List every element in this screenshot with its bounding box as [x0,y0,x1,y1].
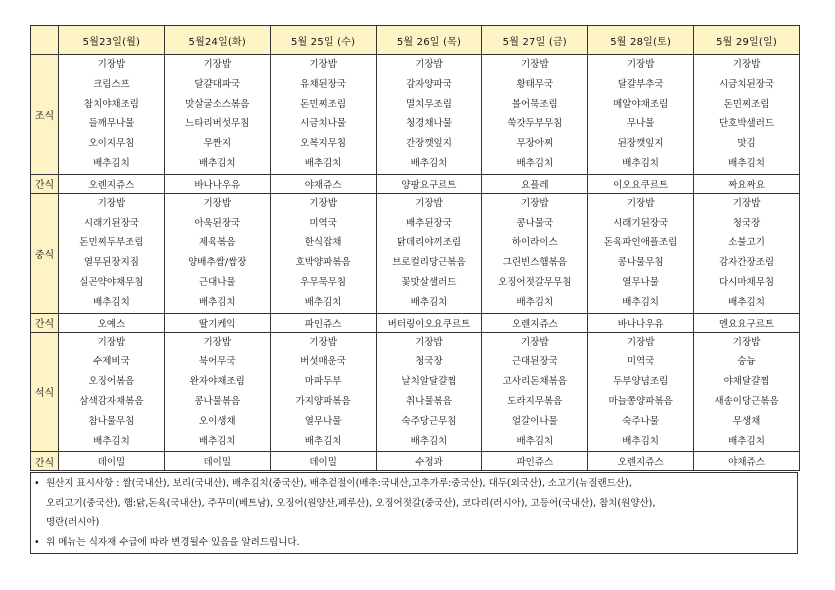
dish-item: 단호박샐러드 [719,118,775,130]
dish-item: 달걀부추국 [617,78,664,90]
dish-item: 오이생채 [198,415,236,427]
dish-item: 근대나물 [198,276,236,288]
snack-cell: 파인쥬스 [482,452,588,471]
dish-item: 청국장 [415,356,443,368]
dish-item: 배추김치 [516,157,554,169]
dish-item: 시금치된장국 [719,78,775,90]
meal-label-snack: 간식 [31,452,59,471]
dish-item: 황태무국 [516,78,554,90]
meal-label-lunch: 중식 [31,193,59,313]
dish-item: 기장밥 [415,59,443,70]
snack-row-1 [31,174,800,193]
dish-item: 된장깻잎지 [617,138,664,150]
dish-item: 콩나물국 [516,217,554,229]
dish-item: 수제비국 [93,356,130,368]
snack-cell: 오렌지쥬스 [482,313,588,332]
dish-item: 근대된장국 [511,356,558,368]
dinner-row [31,332,800,452]
dish-item: 배추김치 [622,157,659,169]
dish-item: 제육볶음 [198,237,236,249]
dish-item: 새송이당근볶음 [714,395,779,407]
snack-cell: 수정과 [376,452,482,471]
snack-cell: 파인쥬스 [270,313,376,332]
dish-item: 돈육파인애플조림 [603,237,678,249]
dish-item: 마파두부 [304,376,342,388]
change-notice-text: 위 메뉴는 식자재 수급에 따라 변경될수 있음을 알려드립니다. [46,536,300,548]
origin-note-line [34,494,797,514]
snack-cell: 데이밀 [59,452,165,471]
dish-item: 감자양파국 [406,78,452,90]
day-header: 5월 26일 (목) [376,26,482,55]
lunch-cell [588,193,694,313]
dish-item: 청경채나물 [406,118,452,130]
dish-item: 기장밥 [415,197,443,209]
meal-label-dinner: 석식 [31,332,59,452]
dish-item: 콩나물무침 [617,257,664,269]
dish-item: 오복지무침 [300,138,347,150]
dish-item: 배추김치 [93,157,130,169]
header-row [31,26,800,55]
breakfast-row [31,55,800,175]
dish-item: 얼갈이나물 [511,415,558,427]
breakfast-cell [59,55,165,175]
lunch-cell [164,193,270,313]
dish-item: 숙주나물 [622,415,659,427]
dish-item: 배추김치 [516,296,554,308]
bullet-icon: • [34,478,40,489]
dish-item: 우무묵무침 [300,276,347,288]
day-header: 5월24일(화) [164,26,270,55]
dish-item: 배추김치 [93,296,130,308]
dish-item: 다시마채무침 [719,276,775,288]
dinner-cell [588,332,694,452]
dish-item: 기장밥 [626,336,655,348]
dish-item: 기장밥 [521,59,549,70]
dish-item: 배추김치 [410,296,448,308]
dish-item: 도라지무볶음 [507,395,563,407]
dish-item: 기장밥 [309,336,337,348]
dish-item: 기장밥 [203,336,232,348]
dish-item: 오이지무침 [88,138,135,150]
dish-item: 느타리버섯무침 [185,118,250,130]
snack-cell: 데이밀 [164,452,270,471]
dish-item: 배추김치 [198,296,236,308]
dish-item: 숭늉 [737,356,756,368]
origin-text-2: 오리고기(중국산), 햄:닭,돈육(국내산), 주꾸미(베트남), 오징어(원양산,페루산), 오징어젓갈(중국산), 코다리(러시아), 고등어(국내산), 참치(원양산), [46,497,656,509]
dish-item: 감자간장조림 [719,257,775,269]
dish-item: 배추김치 [93,435,130,447]
dish-item: 가지양파볶음 [295,395,351,407]
dish-item: 쑥갓두부무침 [507,118,563,130]
dish-item: 배추김치 [198,157,236,169]
dish-item: 기장밥 [415,336,443,348]
dish-item: 콩나물볶음 [194,395,241,407]
dish-item: 유채된장국 [300,78,347,90]
dish-item: 배추김치 [304,157,342,169]
dish-item: 돈민찌조림 [300,98,347,110]
dish-item: 기장밥 [521,336,549,348]
dish-item: 기장밥 [732,59,761,70]
dish-item: 배추김치 [728,157,765,169]
day-header: 5월 25일 (수) [270,26,376,55]
snack-cell: 오예스 [59,313,165,332]
dish-item: 배추김치 [410,157,448,169]
lunch-cell [270,193,376,313]
dish-item: 배추김치 [304,296,342,308]
dish-item: 날치알달걀찜 [401,376,457,388]
breakfast-cell [270,55,376,175]
lunch-cell [694,193,800,313]
day-header: 5월 29일(일) [694,26,800,55]
dish-item: 버섯매운국 [300,356,347,368]
snack-cell: 엔요요구르트 [694,313,800,332]
dish-item: 기장밥 [97,336,126,348]
snack-row-2 [31,313,800,332]
dish-item: 아욱된장국 [194,217,241,229]
dish-item: 배추김치 [304,435,342,447]
corner-cell [31,26,59,55]
dish-item: 들깨무나물 [88,118,135,130]
dish-item: 맛살굴소스볶음 [185,98,250,110]
dish-item: 오징어젓갈무무침 [498,276,572,288]
dinner-cell [482,332,588,452]
meal-label-breakfast: 조식 [31,55,59,175]
dish-item: 배추김치 [198,435,236,447]
dish-item: 기장밥 [203,59,232,70]
dish-item: 무나물 [626,118,655,130]
dish-item: 숙주당근무침 [401,415,457,427]
dish-item: 청국장 [732,217,761,229]
breakfast-cell [694,55,800,175]
dish-item: 참나물무침 [88,415,135,427]
dish-item: 참치야채조림 [83,98,139,110]
dinner-cell [376,332,482,452]
snack-cell: 이오요쿠르트 [588,174,694,193]
change-note-line [34,533,797,553]
snack-cell: 야채쥬스 [694,452,800,471]
dish-item: 기장밥 [521,197,549,209]
dish-item: 기장밥 [309,197,337,209]
lunch-cell [59,193,165,313]
dinner-cell [694,332,800,452]
dish-item: 열무나물 [622,276,659,288]
snack-cell: 오렌지쥬스 [588,452,694,471]
dish-item: 기장밥 [97,59,126,70]
dish-item: 기장밥 [732,197,761,209]
dish-item: 호박양파볶음 [295,257,351,269]
dish-item: 돈민찌조림 [723,98,770,110]
dish-item: 닭데리야끼조림 [396,237,462,249]
dish-item: 한식잡채 [304,237,342,249]
dish-item: 기장밥 [309,59,337,70]
day-header: 5월 27일 (금) [482,26,588,55]
dish-item: 시래기된장국 [83,217,139,229]
dish-item: 야채달걀찜 [723,376,770,388]
dish-item: 삼색감자채볶음 [79,395,144,407]
dish-item: 기장밥 [732,336,761,348]
dish-item: 배추김치 [622,435,659,447]
snack-row-3 [31,452,800,471]
dish-item: 돈민찌두부조림 [79,237,144,249]
dish-item: 맛김 [737,138,756,150]
dish-item: 배추된장국 [406,217,452,229]
dish-item: 시금치나물 [300,118,347,130]
dish-item: 미역국 [626,356,655,368]
snack-cell: 야채쥬스 [270,174,376,193]
dish-item: 달걀대파국 [194,78,241,90]
snack-cell: 짜요짜요 [694,174,800,193]
dish-item: 배추김치 [410,435,448,447]
dish-item: 그린빈스햄볶음 [502,257,567,269]
dish-item: 멸치무조림 [406,98,452,110]
snack-cell: 딸기케익 [164,313,270,332]
meal-label-snack: 간식 [31,174,59,193]
dinner-cell [270,332,376,452]
snack-cell: 버터링이오요쿠르트 [376,313,482,332]
dish-item: 하이라이스 [511,237,558,249]
dish-item: 기장밥 [626,197,655,209]
dish-item: 미역국 [309,217,337,229]
snack-cell: 양팡요구르트 [376,174,482,193]
dish-item: 배추김치 [516,435,554,447]
breakfast-cell [588,55,694,175]
snack-cell: 데이밀 [270,452,376,471]
breakfast-cell [482,55,588,175]
dish-item: 기장밥 [203,197,232,209]
dish-item: 무장아찌 [516,138,554,150]
dish-item: 북어무국 [198,356,236,368]
origin-text-1: 원산지 표시사항 : 쌀(국내산), 보리(국내산), 배추김치(중국산), 배추겉절이(배추:국내산,고추가루:중국산), 대두(외국산), 소고기(뉴질랜드산), [46,478,632,489]
breakfast-cell [164,55,270,175]
lunch-cell [482,193,588,313]
snack-cell: 오렌지쥬스 [59,174,165,193]
day-header: 5월23일(월) [59,26,165,55]
snack-cell: 바나나우유 [164,174,270,193]
dish-item: 배추김치 [728,435,765,447]
dish-item: 기장밥 [97,197,126,209]
dish-item: 메알야채조림 [613,98,669,110]
weekly-menu-table [30,25,800,471]
dish-item: 배추김치 [622,296,659,308]
origin-note-line [34,474,797,494]
lunch-row [31,193,800,313]
dish-item: 실곤약야채무침 [79,276,144,288]
meal-label-snack: 간식 [31,313,59,332]
dish-item: 열무나물 [304,415,342,427]
dish-item: 고사리돈채볶음 [502,376,567,388]
origin-text-3: 명란(러시아) [46,517,100,528]
dish-item: 완자야채조림 [189,376,245,388]
dish-item: 오징어볶음 [88,376,135,388]
breakfast-cell [376,55,482,175]
dish-item: 볼어묵조림 [511,98,558,110]
dish-item: 마늘쫑양파볶음 [608,395,673,407]
lunch-cell [376,193,482,313]
dish-item: 꽃맛살샐러드 [401,276,457,288]
dish-item: 취나물볶음 [406,395,452,407]
dish-item: 두부양념조림 [613,376,669,388]
notes-box [30,472,798,554]
snack-cell: 요플레 [482,174,588,193]
bullet-icon: • [34,536,40,548]
dish-item: 양배추쌈/쌈장 [188,257,247,269]
dish-item: 기장밥 [626,59,655,70]
dish-item: 소불고기 [728,237,765,249]
dish-item: 크림스프 [93,78,130,90]
dish-item: 배추김치 [728,296,765,308]
day-header: 5월 28일(토) [588,26,694,55]
dinner-cell [59,332,165,452]
dish-item: 무생채 [732,415,761,427]
dish-item: 무짠지 [203,138,232,150]
dish-item: 브로컬리당근볶음 [392,257,466,269]
snack-cell: 바나나우유 [588,313,694,332]
dinner-cell [164,332,270,452]
dish-item: 열무된장지짐 [83,257,139,269]
dish-item: 간장깻잎지 [406,138,452,150]
origin-note-line [34,513,797,533]
dish-item: 시래기된장국 [613,217,669,229]
